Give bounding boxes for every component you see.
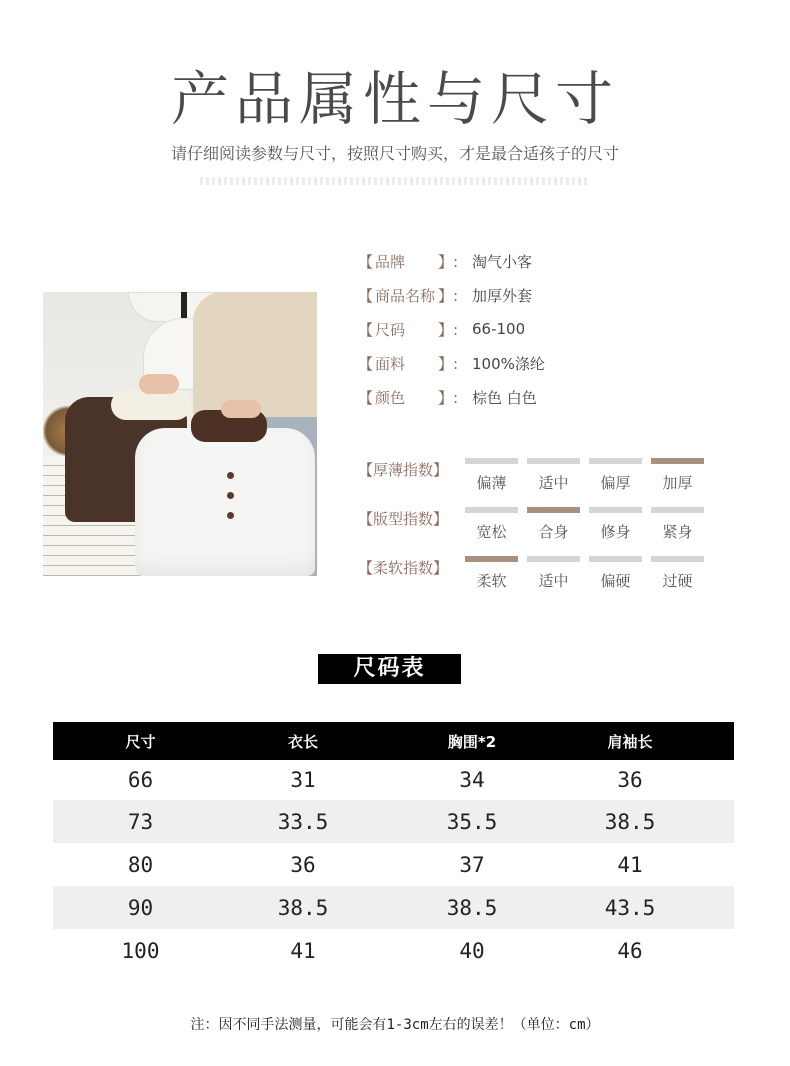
brown-coat-collar — [111, 390, 191, 420]
index-option: 柔软 — [465, 556, 518, 591]
table-cell: 100 — [121, 938, 160, 963]
table-row — [53, 800, 734, 843]
hand — [139, 374, 179, 394]
attr-row-brand: 【 品牌 】: 淘气小客 — [358, 252, 533, 271]
attr-value: 淘气小客 — [472, 252, 533, 271]
product-photo — [43, 292, 317, 576]
page-subtitle: 请仔细阅读参数与尺寸，按照尺寸购买，才是最合适孩子的尺寸 — [170, 144, 619, 163]
measurement-note: 注：因不同手法测量，可能会有1-3cm左右的误差！（单位：cm） — [190, 1017, 600, 1033]
lamp-stem — [181, 292, 187, 318]
index-label: 【版型指数】 — [358, 510, 449, 528]
product-attributes — [358, 244, 758, 414]
table-row — [53, 886, 734, 929]
table-cell: 43.5 — [604, 895, 656, 920]
table-cell: 38.5 — [277, 895, 329, 920]
table-cell: 66 — [127, 768, 154, 792]
column-header: 胸围*2 — [447, 732, 497, 751]
index-bar — [589, 556, 642, 562]
index-option: 偏硬 — [589, 556, 642, 591]
white-coat — [135, 428, 315, 576]
index-bar — [465, 458, 518, 464]
fit-index — [358, 504, 718, 553]
index-label: 【厚薄指数】 — [358, 461, 449, 479]
table-cell: 41 — [290, 938, 316, 963]
table-cell: 90 — [127, 895, 154, 920]
column-header: 尺寸 — [125, 732, 156, 751]
fit-indices — [358, 455, 718, 602]
attr-key: 颜色 — [375, 388, 406, 407]
attr-row-size: 【 尺码 】: 66-100 — [358, 320, 526, 339]
attr-key: 商品名称 — [375, 286, 436, 305]
attr-row-fabric: 【 面料 】: 100%涤纶 — [358, 354, 545, 373]
index-option: 偏薄 — [465, 458, 518, 493]
index-bar — [651, 458, 704, 464]
column-header: 肩袖长 — [607, 732, 653, 751]
attr-value: 66-100 — [472, 320, 526, 338]
index-option: 宽松 — [465, 507, 518, 542]
index-option: 过硬 — [651, 556, 704, 591]
attr-key: 尺码 — [375, 320, 406, 339]
index-bar — [651, 556, 704, 562]
table-cell: 36 — [617, 768, 643, 792]
attr-row-color: 【 颜色 】: 棕色 白色 — [358, 388, 537, 407]
table-cell: 41 — [617, 852, 643, 877]
table-cell: 34 — [459, 768, 485, 792]
table-cell: 38.5 — [446, 895, 498, 920]
table-cell: 35.5 — [446, 809, 498, 834]
index-option: 紧身 — [651, 507, 704, 542]
size-chart-title: 尺码表 — [318, 654, 461, 684]
table-row — [53, 760, 734, 800]
table-cell: 31 — [290, 768, 316, 792]
index-option: 偏厚 — [589, 458, 642, 493]
table-cell: 80 — [127, 852, 154, 877]
table-cell: 36 — [290, 852, 316, 877]
table-cell: 38.5 — [604, 809, 656, 834]
attr-value: 棕色 白色 — [472, 388, 537, 407]
thickness-index — [358, 455, 718, 504]
index-option: 合身 — [527, 507, 580, 542]
index-bar — [527, 458, 580, 464]
table-row — [53, 929, 734, 972]
coat-button — [227, 512, 234, 519]
table-cell: 46 — [617, 938, 643, 963]
table-cell: 73 — [127, 809, 154, 834]
index-option: 加厚 — [651, 458, 704, 493]
index-label: 【柔软指数】 — [358, 559, 449, 577]
index-bar — [465, 556, 518, 562]
size-table — [53, 722, 734, 972]
index-option: 适中 — [527, 556, 580, 591]
attr-key: 品牌 — [375, 252, 406, 271]
index-bar — [527, 507, 580, 513]
page-title: 产品属性与尺寸 — [170, 65, 619, 133]
attr-row-product-name: 【 商品名称 】: 加厚外套 — [358, 286, 533, 305]
index-bar — [465, 507, 518, 513]
index-bar — [589, 507, 642, 513]
coat-button — [227, 472, 234, 479]
softness-index — [358, 553, 718, 602]
table-cell: 40 — [459, 938, 485, 963]
table-cell: 33.5 — [277, 809, 329, 834]
column-header: 衣长 — [287, 732, 318, 751]
attr-value: 100%涤纶 — [472, 354, 545, 373]
attr-key: 面料 — [375, 354, 406, 373]
table-cell: 37 — [459, 852, 485, 877]
attr-value: 加厚外套 — [472, 286, 533, 305]
hand — [221, 400, 261, 418]
index-option: 适中 — [527, 458, 580, 493]
table-row — [53, 843, 734, 886]
decorative-divider — [200, 177, 590, 185]
index-bar — [527, 556, 580, 562]
index-bar — [651, 507, 704, 513]
table-header — [53, 722, 734, 760]
index-option: 修身 — [589, 507, 642, 542]
index-bar — [589, 458, 642, 464]
coat-button — [227, 492, 234, 499]
